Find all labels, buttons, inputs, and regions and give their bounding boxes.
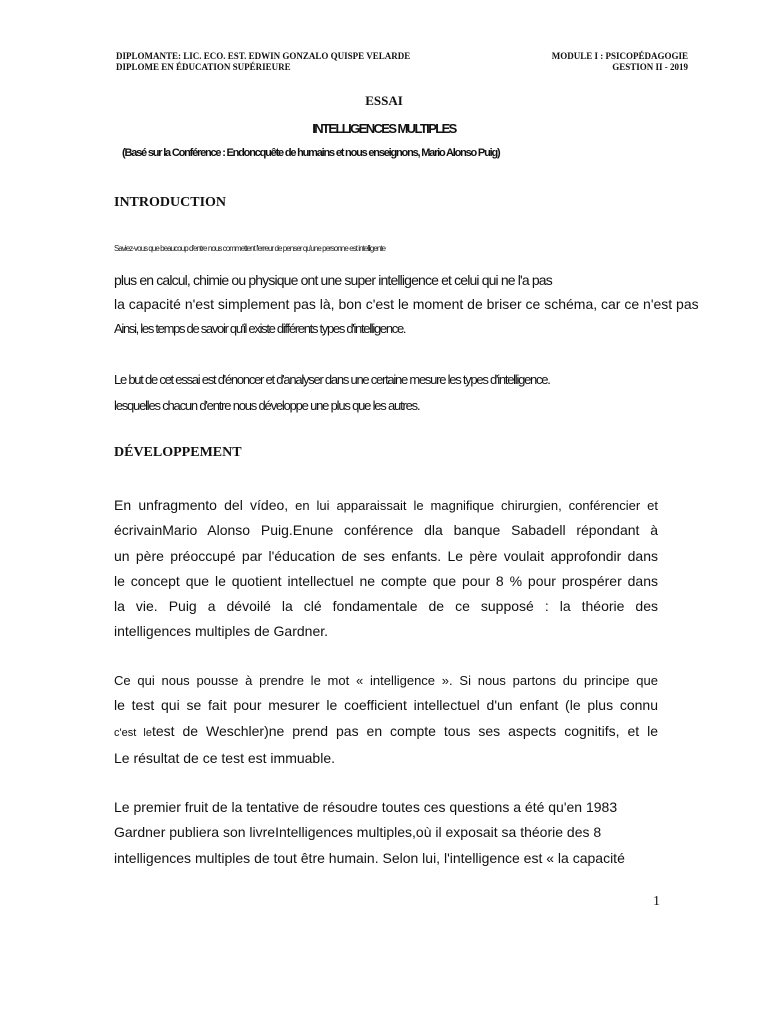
- document-title: INTELLIGENCES MULTIPLES: [312, 121, 456, 136]
- developpement-paragraph-3: [114, 795, 658, 871]
- header-module-block: [552, 51, 688, 73]
- header-author-block: [116, 51, 410, 73]
- introduction-heading: INTRODUCTION: [114, 195, 227, 210]
- intro-text-line: plus en calcul, chimie ou physique ont une super intelligence et celui qui ne l'a pas: [114, 272, 552, 288]
- paragraph-line: intelligences multiples de Gardner.: [114, 623, 329, 640]
- paragraph-line: Le premier fruit de la tentative de résoudre toutes ces questions a été qu'en 1983: [114, 799, 618, 815]
- developpement-heading: DÉVELOPPEMENT: [114, 445, 242, 460]
- line-segment: En unfragmento del vídeo,: [114, 497, 289, 513]
- header-gestion: GESTION II - 2019: [612, 62, 688, 72]
- paragraph-line: un père préoccupé par l'éducation de ses enfants. Le père voulait approfondir dans: [114, 547, 658, 564]
- header-author: DIPLOMANTE: LIC. ECO. EST. EDWIN GONZALO QUISPE VELARDE: [116, 51, 411, 61]
- intro-text-line: lesquelles chacun d'entre nous développe une plus que les autres.: [114, 398, 420, 413]
- paragraph-line: écrivainMario Alonso Puig.Enune conférence dla banque Sabadell répondant à: [114, 522, 658, 539]
- document-subtitle: (Basé sur la Conférence : Endoncquête de humains et nous enseignons, Mario Alonso Puig): [122, 147, 500, 159]
- line-segment: Ce qui nous pousse à prendre le mot « intelligence ».: [114, 673, 453, 688]
- header-module: MODULE I : PSICOPÉDAGOGIE: [551, 51, 688, 61]
- paragraph-line: intelligences multiples de tout être humain. Selon lui, l'intelligence est « la capacité: [114, 849, 625, 866]
- paragraph-line: [114, 493, 658, 518]
- intro-text-line: Saviez-vous que beaucoup d'entre nous commettent l'erreur de penser qu'une personne est intelligente: [114, 244, 386, 253]
- intro-text-line: la capacité n'est simplement pas là, bon c'est le moment de briser ce schéma, car ce n'est pas: [114, 296, 699, 312]
- line-segment: en lui apparaissait le magnifique chirurgien, conférencier et: [288, 498, 658, 513]
- line-segment: test de Weschler)ne prend pas en compte tous ses aspects cognitifs, et le: [151, 722, 658, 739]
- intro-text-line: Le but de cet essai est d'énoncer et d'analyser dans une certaine mesure les types d'intelligence.: [114, 372, 550, 387]
- header-diploma: DIPLOME EN ÉDUCATION SUPÉRIEURE: [116, 62, 291, 72]
- paragraph-line: Gardner publiera son livreIntelligences multiples,où il exposait sa théorie des 8: [114, 824, 602, 841]
- intro-text-line: Ainsi, les temps de savoir qu'il existe différents types d'intelligence.: [114, 321, 406, 336]
- page-number: 1: [653, 894, 660, 909]
- paragraph-line: [114, 668, 658, 693]
- paragraph-line: la vie. Puig a dévoilé la clé fondamentale de ce supposé : la théorie des: [114, 598, 658, 615]
- paragraph-line: le test qui se fait pour mesurer le coefficient intellectuel d'un enfant (le plus connu: [114, 697, 658, 714]
- paragraph-line: Le résultat de ce test est immuable.: [114, 749, 335, 766]
- paragraph-line: le concept que le quotient intellectuel ne compte que pour 8 % pour prospérer dans: [114, 572, 658, 589]
- essay-label: ESSAI: [365, 93, 403, 108]
- developpement-paragraph-2: [114, 668, 658, 771]
- line-segment: c'est le: [114, 726, 152, 739]
- developpement-paragraph-1: [114, 493, 658, 645]
- line-segment: Si nous partons du principe que: [452, 673, 658, 688]
- paragraph-line: [114, 719, 658, 746]
